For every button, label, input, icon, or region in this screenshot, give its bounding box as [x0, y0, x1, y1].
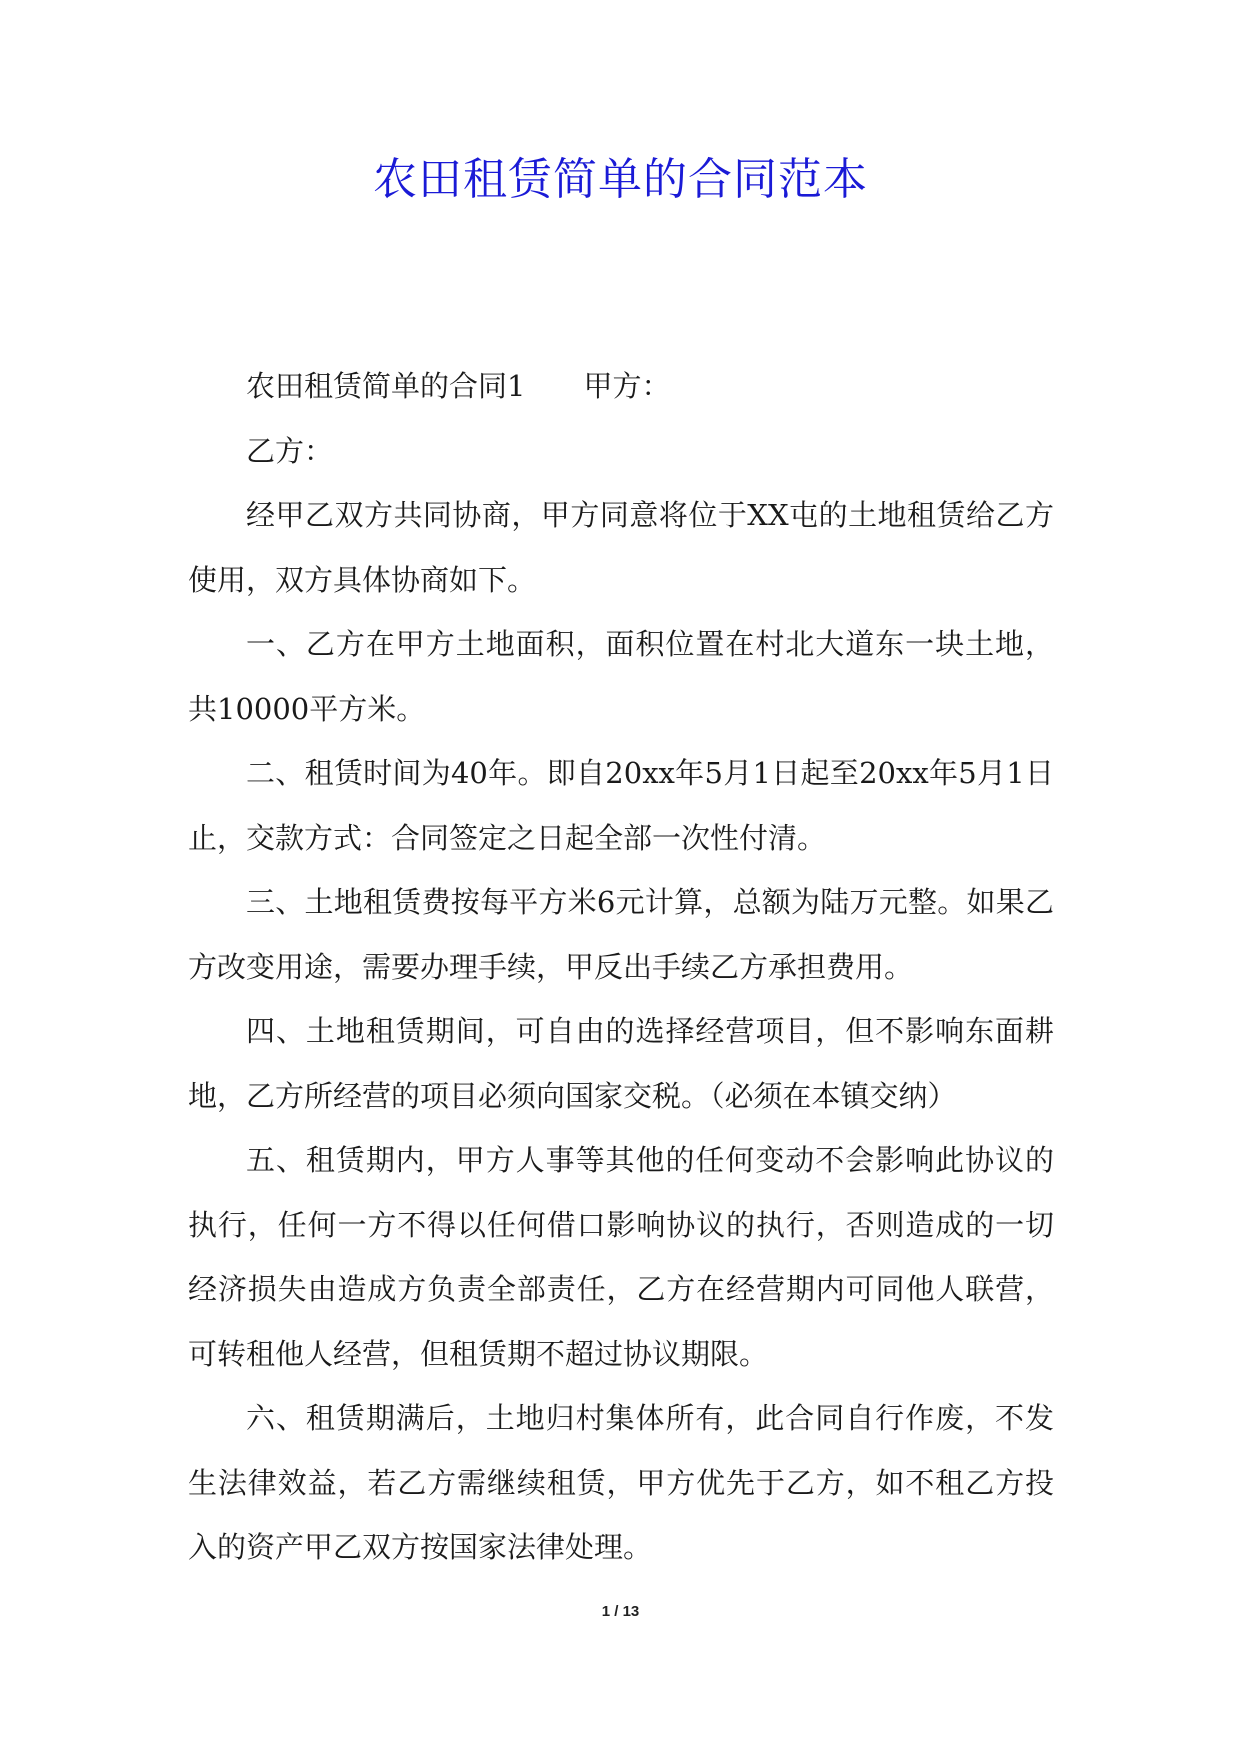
clause-3: 三、土地租赁费按每平方米6元计算，总额为陆万元整。如果乙方改变用途，需要办理手续，甲反出手续乙方承担费用。: [188, 885, 1054, 984]
clause-4: 四、土地租赁期间，可自由的选择经营项目，但不影响东面耕地，乙方所经营的项目必须向国家交税。（必须在本镇交纳）: [188, 1014, 1054, 1113]
paragraph-intro: 经甲乙双方共同协商，甲方同意将位于XX屯的土地租赁给乙方使用，双方具体协商如下。: [188, 498, 1054, 597]
document-title: 农田租赁简单的合同范本: [373, 154, 868, 205]
paragraph-header: 农田租赁简单的合同1 甲方：: [246, 369, 671, 403]
clause-6: 六、租赁期满后，土地归村集体所有，此合同自行作废，不发生法律效益，若乙方需继续租赁，甲方优先于乙方，如不租乙方投入的资产甲乙双方按国家法律处理。: [188, 1401, 1054, 1564]
paragraph-party-b: 乙方：: [246, 433, 334, 468]
page-number: 1 / 13: [601, 1603, 640, 1620]
document-body: [188, 354, 1054, 1580]
clause-1: 一、乙方在甲方土地面积，面积位置在村北大道东一块土地，共10000平方米。: [188, 627, 1054, 726]
clause-5: 五、租赁期内，甲方人事等其他的任何变动不会影响此协议的执行，任何一方不得以任何借口影响协议的执行，否则造成的一切经济损失由造成方负责全部责任，乙方在经营期内可同他人联营，可转租他人经营，但租赁期不超过协议期限。: [188, 1143, 1054, 1371]
clause-2: 二、租赁时间为40年。即自20xx年5月1日起至20xx年5月1日止，交款方式：合同签定之日起全部一次性付清。: [188, 756, 1054, 855]
